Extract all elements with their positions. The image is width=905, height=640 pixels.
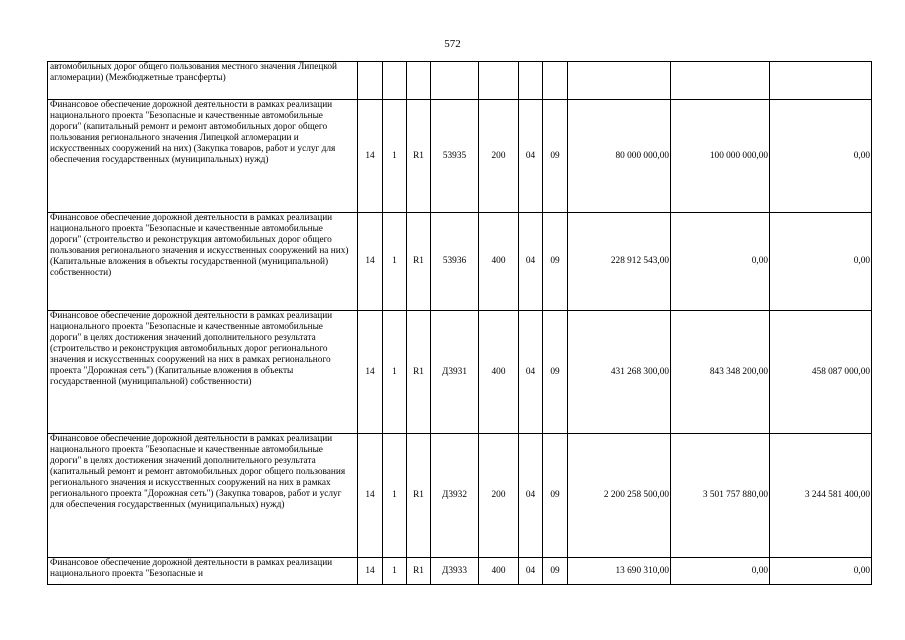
- cell-gp: 14: [358, 311, 383, 434]
- row-description: Финансовое обеспечение дорожной деятельности в рамках реализации национального проекта "Безопасные и качественные автомобильные дороги" (строительство и реконструкция автомобильных дорог общего пользования регионального значения и искусственных сооружений на них) (Капитальные вложения в объекты государственной (муниципальной) собственности): [48, 213, 358, 311]
- cell-pp: [383, 62, 407, 100]
- cell-pp: 1: [383, 311, 407, 434]
- cell-direction: [431, 62, 479, 100]
- table-row: [48, 213, 872, 311]
- cell-om: [407, 62, 431, 100]
- cell-expense-type: [479, 62, 519, 100]
- cell-gp: [358, 62, 383, 100]
- cell-direction: 53935: [431, 100, 479, 213]
- cell-subsection: [543, 62, 568, 100]
- cell-section: [519, 62, 543, 100]
- cell-subsection: 09: [543, 213, 568, 311]
- page-number: 572: [444, 38, 461, 50]
- cell-sum-year3: [770, 62, 872, 100]
- cell-direction: 53936: [431, 213, 479, 311]
- cell-sum-year3: 0,00: [770, 100, 872, 213]
- row-description: Финансовое обеспечение дорожной деятельности в рамках реализации национального проекта "Безопасные и качественные автомобильные дороги" (капитальный ремонт и ремонт автомобильных дорог общего пользования регионального значения Липецкой агломерации и искусственных сооружений на них) (Закупка товаров, работ и услуг для обеспечения государственных (муниципальных) нужд): [48, 100, 358, 213]
- cell-section: 04: [519, 434, 543, 558]
- table-row: [48, 100, 872, 213]
- cell-sum-year2: 0,00: [671, 213, 770, 311]
- cell-expense-type: 400: [479, 213, 519, 311]
- cell-pp: 1: [383, 100, 407, 213]
- cell-sum-year1: [568, 62, 671, 100]
- cell-sum-year3: 3 244 581 400,00: [770, 434, 872, 558]
- cell-pp: 1: [383, 213, 407, 311]
- cell-sum-year1: 2 200 258 500,00: [568, 434, 671, 558]
- cell-gp: 14: [358, 434, 383, 558]
- cell-gp: 14: [358, 213, 383, 311]
- cell-sum-year1: 13 690 310,00: [568, 558, 671, 585]
- cell-gp: 14: [358, 558, 383, 585]
- cell-om: R1: [407, 558, 431, 585]
- cell-section: 04: [519, 311, 543, 434]
- cell-expense-type: 200: [479, 100, 519, 213]
- cell-subsection: 09: [543, 100, 568, 213]
- cell-section: 04: [519, 100, 543, 213]
- cell-sum-year3: 0,00: [770, 213, 872, 311]
- cell-sum-year2: 0,00: [671, 558, 770, 585]
- cell-sum-year2: 843 348 200,00: [671, 311, 770, 434]
- table-row: [48, 558, 872, 585]
- cell-expense-type: 200: [479, 434, 519, 558]
- cell-subsection: 09: [543, 558, 568, 585]
- cell-om: R1: [407, 213, 431, 311]
- cell-sum-year2: [671, 62, 770, 100]
- cell-subsection: 09: [543, 434, 568, 558]
- table-row: [48, 434, 872, 558]
- cell-direction: Д3932: [431, 434, 479, 558]
- cell-sum-year3: 0,00: [770, 558, 872, 585]
- cell-direction: Д3931: [431, 311, 479, 434]
- cell-expense-type: 400: [479, 558, 519, 585]
- table-row: [48, 62, 872, 100]
- cell-subsection: 09: [543, 311, 568, 434]
- cell-sum-year1: 228 912 543,00: [568, 213, 671, 311]
- row-description: Финансовое обеспечение дорожной деятельности в рамках реализации национального проекта "Безопасные и: [48, 558, 358, 585]
- row-description: автомобильных дорог общего пользования местного значения Липецкой агломерации) (Межбюджетные трансферты): [48, 62, 358, 100]
- cell-sum-year2: 100 000 000,00: [671, 100, 770, 213]
- cell-sum-year1: 80 000 000,00: [568, 100, 671, 213]
- cell-expense-type: 400: [479, 311, 519, 434]
- cell-om: R1: [407, 100, 431, 213]
- cell-section: 04: [519, 213, 543, 311]
- row-description: Финансовое обеспечение дорожной деятельности в рамках реализации национального проекта "Безопасные и качественные автомобильные дороги" в целях достижения значений дополнительного результата (строительство и реконструкция автомобильных дорог регионального значения и искусственных сооружений на них в рамках регионального проекта "Дорожная сеть") (Капитальные вложения в объекты государственной (муниципальной) собственности): [48, 311, 358, 434]
- cell-om: R1: [407, 311, 431, 434]
- cell-sum-year1: 431 268 300,00: [568, 311, 671, 434]
- cell-om: R1: [407, 434, 431, 558]
- cell-section: 04: [519, 558, 543, 585]
- cell-pp: 1: [383, 434, 407, 558]
- cell-sum-year2: 3 501 757 880,00: [671, 434, 770, 558]
- table-row: [48, 311, 872, 434]
- cell-sum-year3: 458 087 000,00: [770, 311, 872, 434]
- budget-table: [47, 61, 872, 585]
- row-description: Финансовое обеспечение дорожной деятельности в рамках реализации национального проекта "Безопасные и качественные автомобильные дороги" в целях достижения значений дополнительного результата (капитальный ремонт и ремонт автомобильных дорог общего пользования регионального значения и искусственных сооружений на них в рамках регионального проекта "Дорожная сеть") (Закупка товаров, работ и услуг для обеспечения государственных (муниципальных) нужд): [48, 434, 358, 558]
- cell-gp: 14: [358, 100, 383, 213]
- cell-direction: Д3933: [431, 558, 479, 585]
- cell-pp: 1: [383, 558, 407, 585]
